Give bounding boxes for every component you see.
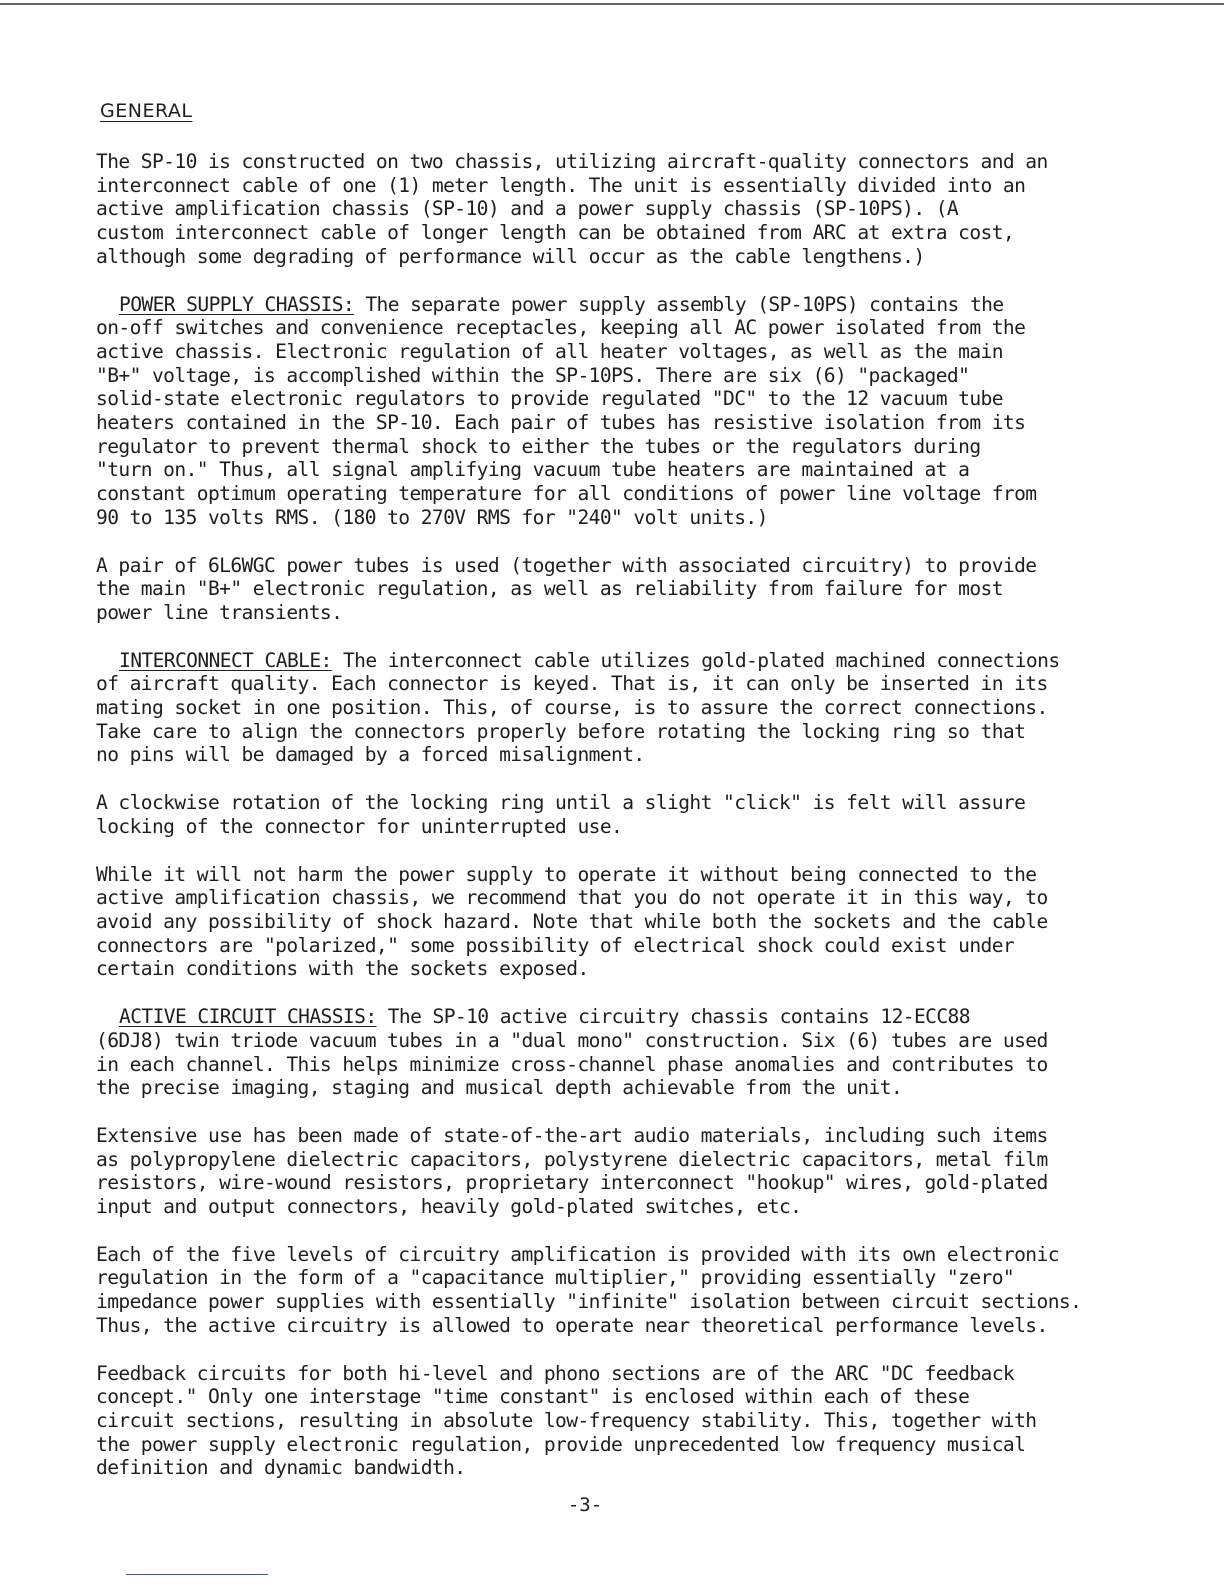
- bottom-edge-mark: [126, 1574, 268, 1575]
- section-heading-general: GENERAL: [100, 100, 193, 122]
- run-in-heading-power-supply: POWER SUPPLY CHASSIS:: [119, 292, 355, 316]
- document-page: [96, 100, 1148, 1504]
- paragraph-shock-hazard: While it will not harm the power supply to operate it without being connected to the active amplification chassis, we recommend that you do not operate it in this way, to avoid any possibility of shock hazard. Note that while both the sockets and the cable connectors are "polarized," some possibility of electrical shock could exist under certain conditions with the sockets exposed.: [96, 862, 1048, 981]
- paragraph-active-circuit-chassis: ACTIVE CIRCUIT CHASSIS: The SP-10 active circuitry chassis contains 12-ECC88 (6DJ8) twin triode vacuum tubes in a "dual mono" construction. Six (6) tubes are used in each channel. This helps minimize cross-channel phase anomalies and contributes to the precise imaging, staging and musical depth achievable from the unit.: [96, 1005, 1048, 1100]
- paragraph-general-intro: The SP-10 is constructed on two chassis, utilizing aircraft-quality connectors and an interconnect cable of one (1) meter length. The unit is essentially divided into an active amplification chassis (SP-10) and a power supply chassis (SP-10PS). (A custom interconnect cable of longer length can be obtained from ARC at extra cost, although some degrading of performance will occur as the cable lengthens.): [96, 150, 1048, 268]
- paragraph-feedback-circuits: Feedback circuits for both hi-level and phono sections are of the ARC "DC feedback concept." Only one interstage "time constant" is enclosed within each of these circuit sections, resulting in absolute low-frequency stability. This, together with the power supply electronic regulation, provide unprecedented low frequency musical definition and dynamic bandwidth.: [96, 1361, 1037, 1480]
- run-in-heading-active-circuit: ACTIVE CIRCUIT CHASSIS:: [119, 1005, 377, 1029]
- run-in-heading-interconnect: INTERCONNECT CABLE:: [119, 648, 332, 672]
- paragraph-locking-ring: A clockwise rotation of the locking ring until a slight "click" is felt will assure locking of the connector for uninterrupted use.: [96, 791, 1026, 838]
- page-number: -3-: [567, 1494, 603, 1516]
- paragraph-audio-materials: Extensive use has been made of state-of-the-art audio materials, including such items as polypropylene dielectric capacitors, polystyrene dielectric capacitors, metal film resistors, wire-wound resistors, proprietary interconnect "hookup" wires, gold-plated input and output connectors, heavily gold-plated switches, etc.: [96, 1123, 1048, 1219]
- paragraph-interconnect-cable: INTERCONNECT CABLE: The interconnect cable utilizes gold-plated machined connections of aircraft quality. Each connector is keyed. That is, it can only be inserted in its mating socket in one position. This, of course, is to assure the correct connections. Take care to align the connectors properly before rotating the locking ring so that no pins will be damaged by a forced misalignment.: [96, 648, 1060, 767]
- paragraph-power-tubes: A pair of 6L6WGC power tubes is used (together with associated circuitry) to provide the main "B+" electronic regulation, as well as reliability from failure for most power line transients.: [96, 553, 1037, 624]
- paragraph-power-supply-chassis: POWER SUPPLY CHASSIS: The separate power supply assembly (SP-10PS) contains the on-off switches and convenience receptacles, keeping all AC power isolated from the active chassis. Electronic regulation of all heater voltages, as well as the main "B+" voltage, is accomplished within the SP-10PS. There are six (6) "packaged" solid-state electronic regulators to provide regulated "DC" to the 12 vacuum tube heaters contained in the SP-10. Each pair of tubes has resistive isolation from its regulator to prevent thermal shock to either the tubes or the regulators during "turn on." Thus, all signal amplifying vacuum tube heaters are maintained at a constant optimum operating temperature for all conditions of power line voltage from 90 to 135 volts RMS. (180 to 270V RMS for "240" volt units.): [96, 292, 1037, 529]
- top-border-rule: [0, 3, 1224, 5]
- paragraph-regulation-levels: Each of the five levels of circuitry amplification is provided with its own electronic regulation in the form of a "capacitance multiplier," providing essentially "zero" impedance power supplies with essentially "infinite" isolation between circuit sections. Thus, the active circuitry is allowed to operate near theoretical performance levels.: [96, 1242, 1082, 1337]
